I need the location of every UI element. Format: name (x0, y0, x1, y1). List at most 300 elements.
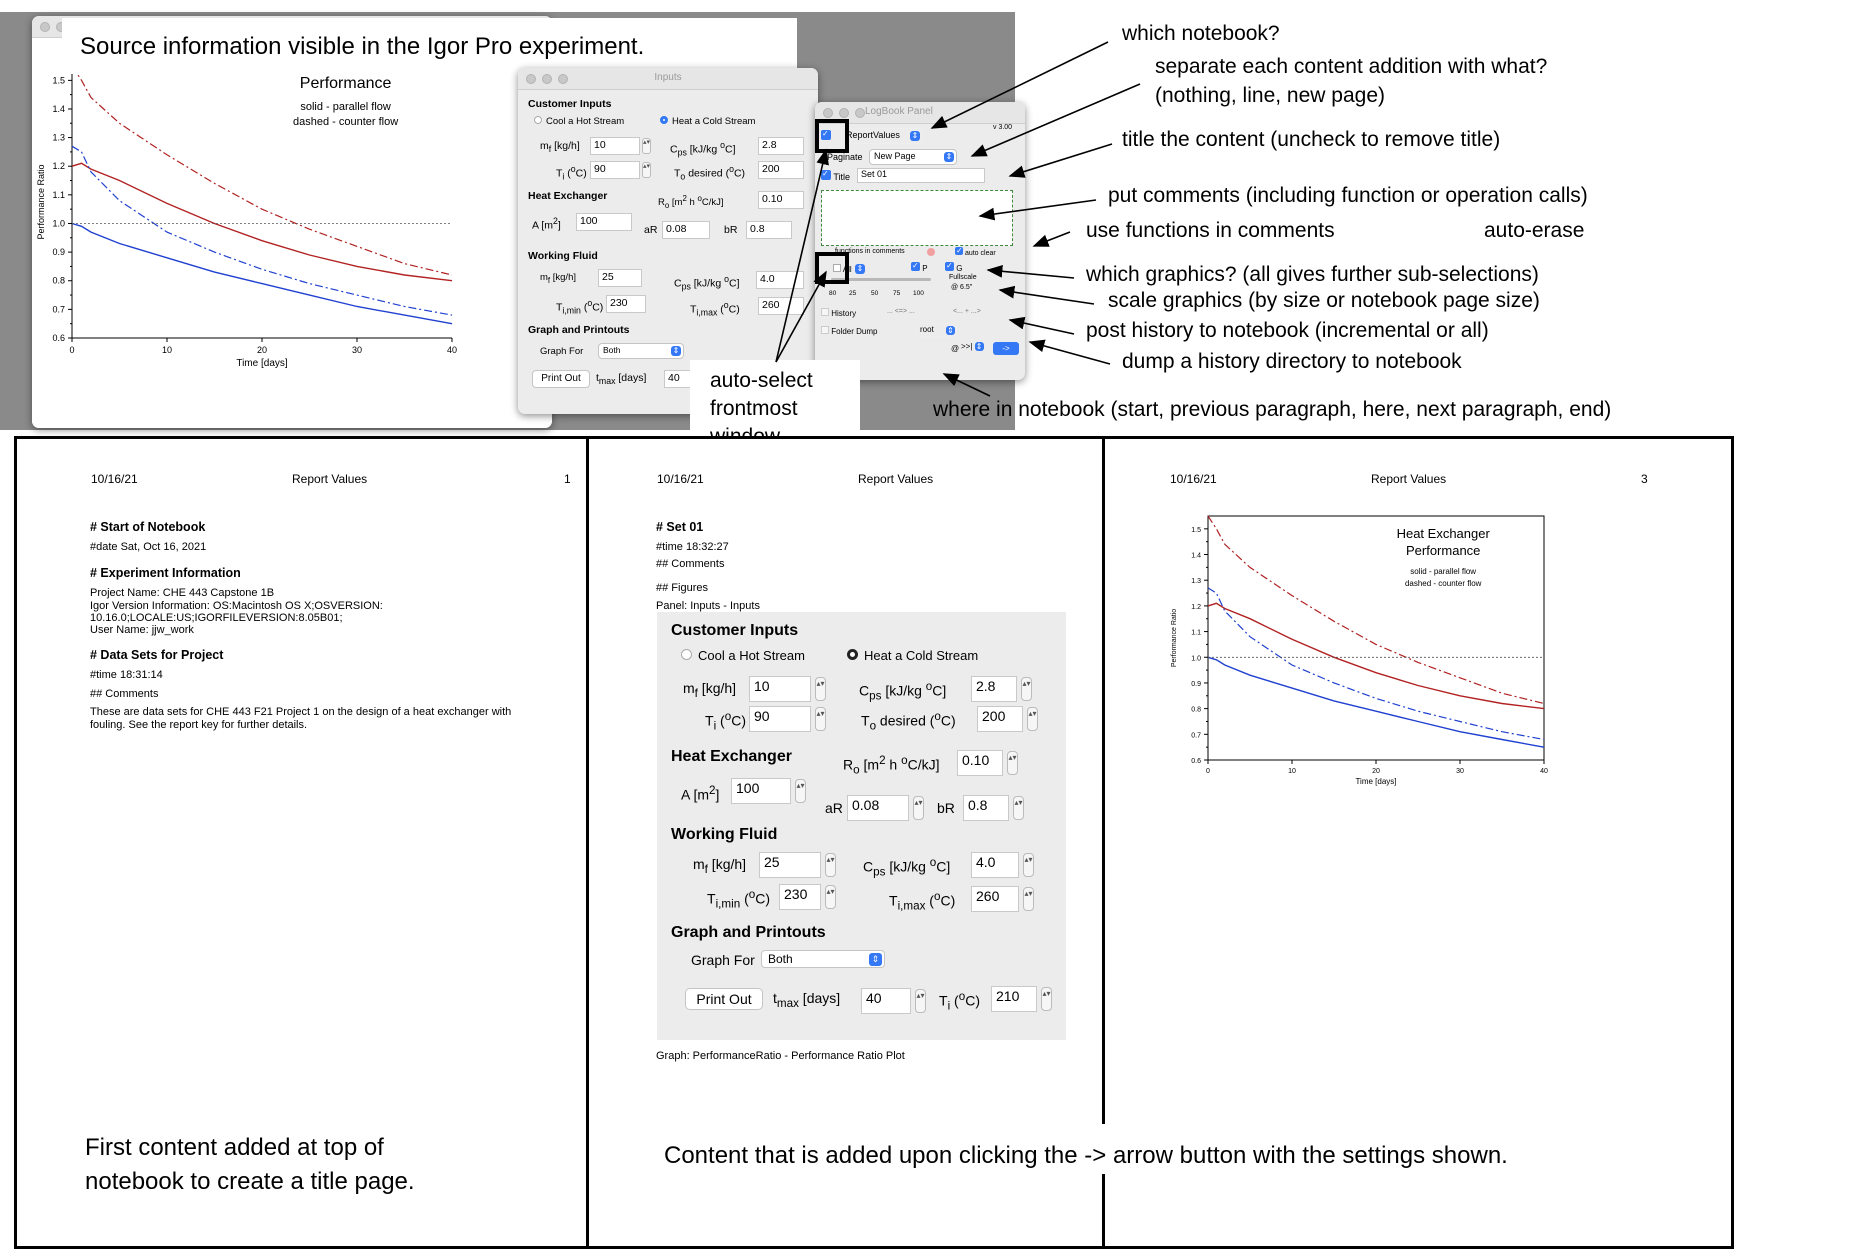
sq-sup: 2 (879, 754, 886, 767)
rpt-printout-button (685, 988, 763, 1010)
page1-igor-version-cont: 10.16.0;LOCALE:US;IGORFILEVERSION:8.05B01; (90, 612, 343, 624)
rpt-mf2-sym: m (693, 856, 705, 872)
rpt-timax-sub: i,max (897, 899, 926, 913)
y-axis-label: Performance Ratio (36, 164, 46, 240)
rpt-ti-label (705, 710, 746, 732)
rpt-mf-label (683, 680, 736, 700)
rpt-timax-sym: T (889, 892, 898, 909)
page1-heading-start: # Start of Notebook (90, 520, 206, 534)
area-sym: A [m (532, 219, 554, 232)
cps2-unit: [kJ/kg (690, 277, 725, 290)
timin-field[interactable]: 230 (606, 295, 646, 313)
y-tick-label: 0.9 (1191, 680, 1201, 688)
y-tick-label: 1.5 (1191, 526, 1201, 534)
sq-sup: 2 (553, 216, 558, 226)
tmax-field[interactable]: 40 (664, 370, 694, 388)
deg-sup: o (723, 300, 729, 310)
cps-unit: [kJ/kg (686, 143, 721, 156)
y-tick-label: 1.4 (52, 103, 65, 114)
annotation-history: post history to notebook (incremental or all) (1086, 319, 1489, 342)
rpt-gp-heading: Graph and Printouts (671, 924, 826, 941)
arrow-auto-select-1 (776, 150, 826, 362)
timax-sub: i,max (696, 307, 718, 318)
position-value: >>| (961, 342, 973, 351)
rpt-cps-unit: [kJ/kg (881, 682, 926, 699)
ti-sub: i (562, 171, 565, 182)
rpt-ro-unit2: h (885, 756, 902, 773)
slider-tick-3: 75 (893, 290, 901, 297)
graph-printouts-heading: Graph and Printouts (528, 324, 630, 336)
x-axis-label: Time [days] (236, 358, 288, 369)
rpt-timax-field: 260 (971, 886, 1019, 912)
slider-tick-4: 100 (913, 290, 924, 297)
annotation-where: where in notebook (start, previous paragraph, here, next paragraph, end) (933, 398, 1612, 421)
rpt-area-stepper: ▴▾ (795, 779, 806, 803)
go-button[interactable]: -> (993, 342, 1019, 355)
page1-header: Report Values (292, 472, 368, 486)
page1-heading-datasets: # Data Sets for Project (90, 648, 224, 662)
inputs-title: Inputs (654, 72, 682, 83)
rpt-area-sym: A [m (681, 786, 710, 803)
rpt-mf2-unit: [kg/h] (707, 856, 747, 872)
chart-title-line2: Performance (1405, 543, 1481, 558)
arrow-auto-select-2 (776, 272, 826, 362)
page1-date-line: #date Sat, Oct 16, 2021 (90, 541, 207, 553)
rpt-ar-stepper: ▴▾ (913, 796, 924, 820)
rpt-to-label (861, 710, 956, 732)
legend-counter: dashed - counter flow (293, 116, 399, 128)
folder-dump-label: Folder Dump (831, 327, 878, 336)
y-tick-label: 0.8 (1191, 706, 1201, 714)
legend-parallel: solid - parallel flow (300, 101, 391, 113)
rpt-cps-sym: C (859, 682, 870, 699)
rpt-to-sub: o (869, 719, 877, 733)
rpt-area-field: 100 (731, 778, 791, 804)
mf2-field[interactable]: 25 (598, 269, 642, 287)
y-tick-label: 1.3 (1191, 578, 1201, 586)
rpt-to-close: C) (940, 712, 956, 729)
area-field[interactable]: 100 (576, 213, 632, 231)
rpt-to-stepper: ▴▾ (1027, 707, 1038, 731)
deg-sup: o (697, 194, 702, 203)
auto-clear-label: auto clear (964, 250, 996, 257)
y-tick-label: 0.8 (52, 275, 65, 286)
rpt-cps-unit-end: C] (932, 682, 947, 699)
x-tick-label: 10 (161, 345, 173, 355)
deg-sup: o (901, 754, 908, 767)
rpt-timin-close: C) (755, 890, 771, 907)
slider-tick-2: 50 (871, 290, 879, 297)
x-tick-label: 20 (256, 345, 268, 355)
deg-sup: o (724, 710, 732, 723)
annotation-separate: separate each content addition with what? (1155, 55, 1548, 78)
rpt-mf2-stepper: ▴▾ (825, 853, 836, 877)
deg-sup: o (925, 680, 933, 693)
caption-top: Source information visible in the Igor Pro experiment. (80, 33, 645, 60)
chevron-updown-icon: ⇕ (947, 326, 954, 335)
rpt-cps2-stepper: ▴▾ (1023, 853, 1034, 877)
rpt-mf-sub: f (694, 686, 698, 700)
logbook-title: LogBook Panel (865, 106, 933, 117)
rpt-radio-heat-label: Heat a Cold Stream (864, 648, 979, 663)
rpt-mf-stepper: ▴▾ (815, 677, 826, 701)
x-tick-label: 40 (1540, 768, 1548, 775)
rpt-ti-close: C) (731, 712, 746, 729)
version-label: v 3.00 (993, 124, 1013, 131)
cps-unit-end: C] (724, 143, 736, 156)
arrow-separate (972, 84, 1140, 156)
rpt-ti-sub: i (713, 719, 717, 733)
page2-panel-image (657, 612, 1066, 1040)
radio-heat-label: Heat a Cold Stream (672, 116, 756, 127)
chart-title-line2: Performance (299, 75, 392, 92)
to-sub: o (680, 171, 686, 182)
ar-field[interactable]: 0.08 (662, 221, 710, 239)
rpt-timax-close: C) (940, 892, 956, 909)
page2-time: #time 18:32:27 (656, 541, 729, 553)
auto-select-line-2: frontmost (710, 397, 798, 420)
ro-sub: o (664, 201, 670, 211)
cps-sym: C (670, 143, 678, 156)
y-tick-label: 1.1 (52, 189, 65, 200)
rpt-mf-sym: m (683, 680, 695, 696)
area-close: ] (557, 219, 561, 232)
annotation-arrows (0, 0, 1850, 460)
timin-sym: T (556, 301, 563, 314)
chevron-updown-icon: ⇕ (672, 346, 680, 355)
cps2-sub: ps (681, 281, 691, 292)
rpt-ro-label (843, 754, 940, 776)
ro-field[interactable]: 0.10 (758, 191, 804, 209)
ro-unit3: C/kJ] (701, 197, 724, 209)
sq-sup: 2 (682, 194, 687, 203)
rpt-graphfor-value: Both (768, 952, 793, 966)
to-unit: desired ( (685, 167, 730, 180)
y-tick-label: 1.0 (1191, 655, 1201, 663)
paginate-value: New Page (874, 151, 916, 161)
radio-on-icon (847, 649, 858, 660)
page3-number: 3 (1641, 472, 1648, 486)
rpt-tmax-unit: [days] (798, 990, 841, 1006)
ro-sym: R (658, 197, 665, 209)
annotation-separate-options: (nothing, line, new page) (1155, 84, 1385, 107)
rpt-timax-stepper: ▴▾ (1023, 887, 1034, 911)
timax-field[interactable]: 260 (758, 297, 804, 315)
page1-paragraph-2: fouling. See the report key for further details. (90, 719, 308, 731)
rpt-to-field: 200 (977, 706, 1023, 732)
page2-date: 10/16/21 (657, 472, 704, 486)
rpt-cps2-label (863, 856, 950, 878)
all-select-icon[interactable]: ⇕ (856, 264, 864, 273)
series-line (1208, 603, 1544, 708)
history-options-2[interactable]: <... + ...> (953, 308, 981, 315)
all-label: All (842, 265, 852, 274)
rpt-timin-label (707, 888, 770, 910)
ti-stepper[interactable]: ▴▾ (642, 162, 651, 178)
rpt-printout-label: Print Out (696, 991, 752, 1007)
rpt-ro-stepper: ▴▾ (1007, 751, 1018, 775)
page3-date: 10/16/21 (1170, 472, 1217, 486)
tmax-unit: [days] (615, 372, 647, 384)
x-tick-label: 10 (1288, 768, 1296, 775)
rpt-area-label (681, 784, 719, 803)
br-field[interactable]: 0.8 (746, 221, 792, 239)
page3-chart (1164, 506, 1564, 816)
notebook-value: ReportValues (846, 130, 900, 140)
rpt-mf2-sub: f (704, 862, 708, 876)
page1-date: 10/16/21 (91, 472, 138, 486)
to-sym: T (674, 167, 681, 180)
arrow-graphics (988, 270, 1074, 278)
to-field[interactable]: 200 (758, 161, 804, 179)
cps2-field[interactable]: 4.0 (756, 271, 804, 289)
rpt-tmax-field: 40 (861, 988, 911, 1014)
rpt-graphfor-select (761, 950, 885, 968)
rpt-customer-heading: Customer Inputs (671, 622, 799, 639)
rpt-timin-field: 230 (779, 884, 821, 910)
rpt-to-unit: desired ( (876, 712, 935, 729)
annotation-dump: dump a history directory to notebook (1122, 350, 1462, 373)
y-tick-label: 1.0 (52, 218, 65, 229)
rpt-cps-label (859, 680, 946, 702)
rpt-mf-unit: [kg/h] (697, 680, 737, 696)
arrow-functions (1034, 232, 1070, 246)
rpt-ti2-close: C) (965, 992, 980, 1009)
cps-field[interactable]: 2.8 (758, 137, 804, 155)
deg-sup: o (958, 990, 966, 1003)
rpt-timin-sym: T (707, 890, 716, 907)
title-field[interactable]: Set 01 (857, 168, 985, 183)
rpt-ro-sym: R (843, 756, 854, 773)
page2-heading-set: # Set 01 (656, 520, 704, 534)
page2-panel-caption: Panel: Inputs - Inputs (656, 600, 760, 612)
x-tick-label: 0 (1206, 768, 1210, 775)
rpt-tmax-sub: max (776, 996, 799, 1010)
rpt-cps2-unit: [kJ/kg (885, 858, 930, 875)
rpt-ti2-unit: ( (950, 992, 959, 1009)
ti-unit: ( (564, 167, 571, 180)
arrow-which-notebook (932, 42, 1108, 128)
arrow-dump (1030, 342, 1110, 364)
deg-sup: o (587, 298, 593, 308)
cps2-sym: C (674, 277, 682, 290)
rpt-wf-heading: Working Fluid (671, 826, 778, 843)
timin-unit: ( (580, 301, 588, 314)
tmax-sym: t (596, 372, 599, 384)
page1-footer-1: First content added at top of (85, 1134, 384, 1161)
x-tick-label: 20 (1372, 768, 1380, 775)
rpt-tmax-label (773, 990, 840, 1010)
y-tick-label: 1.1 (1191, 629, 1201, 637)
mf-unit: [kg/h] (551, 140, 580, 152)
series-line (1208, 516, 1544, 704)
history-label: History (831, 309, 857, 318)
arrow-where (944, 374, 990, 396)
arrow-history (1010, 320, 1074, 334)
rpt-ti2-field: 210 (991, 986, 1037, 1012)
rpt-ti-unit: ( (716, 712, 725, 729)
mf-sym: m (540, 140, 549, 152)
timax-close: C) (728, 303, 740, 316)
chevron-updown-icon: ⇕ (975, 342, 983, 351)
cps2-unit-end: C] (728, 277, 740, 290)
footer-mid: Content that is added upon clicking the -> arrow button with the settings shown. (664, 1142, 1508, 1169)
rpt-cps2-unit-end: C] (936, 858, 951, 875)
rpt-cps-sub: ps (869, 689, 882, 703)
page1-number: 1 (564, 472, 571, 486)
annotation-title: title the content (uncheck to remove title) (1122, 128, 1501, 151)
rpt-ti-stepper: ▴▾ (815, 707, 826, 731)
y-tick-label: 1.3 (52, 132, 65, 143)
y-tick-label: 0.6 (52, 333, 65, 343)
graph-for-value: Both (603, 345, 621, 355)
rpt-ti2-sub: i (947, 999, 951, 1013)
rpt-timax-unit: ( (925, 892, 934, 909)
rpt-cps-field: 2.8 (971, 676, 1017, 702)
g-label: G (956, 264, 963, 273)
rpt-area-close: ] (715, 786, 720, 803)
mf2-sym: m (540, 272, 548, 283)
auto-select-line-1: auto-select (710, 369, 813, 392)
page2-comments: ## Comments (656, 558, 725, 570)
annotation-which-notebook: which notebook? (1122, 22, 1280, 45)
rpt-br-stepper: ▴▾ (1013, 796, 1024, 820)
page2-header: Report Values (858, 472, 934, 486)
deg-sup: o (929, 856, 937, 869)
page2-graph-caption: Graph: PerformanceRatio - Performance Ratio Plot (656, 1050, 905, 1062)
deg-sup: o (724, 274, 729, 284)
customer-inputs-heading: Customer Inputs (528, 98, 612, 110)
mf2-unit: [kg/h] (550, 272, 576, 283)
rpt-mf2-label (693, 856, 746, 876)
br-label: bR (724, 224, 738, 236)
mf-stepper[interactable]: ▴▾ (642, 138, 651, 154)
chevron-updown-icon: ⇕ (869, 953, 882, 966)
cps-sub: ps (677, 147, 687, 158)
legend-parallel: solid - parallel flow (1410, 567, 1477, 576)
rpt-mf-field: 10 (749, 676, 811, 702)
working-fluid-heading: Working Fluid (528, 250, 598, 262)
rpt-timin-unit: ( (740, 890, 749, 907)
scale-label: @ 6.5" (951, 284, 973, 291)
page1-time: #time 18:31:14 (90, 669, 163, 681)
page1-heading-experiment: # Experiment Information (90, 566, 241, 580)
annotation-comments: put comments (including function or operation calls) (1108, 184, 1588, 207)
deg-sup: o (720, 140, 725, 150)
ti-unit-end: C) (575, 167, 587, 180)
page1-igor-version: Igor Version Information: OS:Macintosh OS X;OSVERSION: (90, 600, 383, 612)
rpt-cps2-sub: ps (873, 865, 886, 879)
radio-off-icon (681, 649, 692, 660)
chevron-updown-icon: ⇕ (911, 131, 919, 140)
rpt-ar-label: aR (825, 800, 843, 816)
page1-project-name: Project Name: CHE 443 Capstone 1B (90, 587, 275, 599)
notebook-page-1 (14, 436, 589, 1249)
y-tick-label: 0.6 (1191, 758, 1201, 765)
tmax-sub: max (598, 376, 616, 387)
page1-footer-2: notebook to create a title page. (85, 1168, 415, 1195)
x-tick-label: 30 (1456, 768, 1464, 775)
rpt-graphfor-label: Graph For (691, 952, 755, 968)
rpt-ti2-label (939, 990, 980, 1012)
x-axis-label: Time [days] (1355, 777, 1397, 786)
legend-counter: dashed - counter flow (1404, 579, 1482, 588)
rpt-hx-heading: Heat Exchanger (671, 748, 792, 765)
ar-label: aR (644, 224, 658, 236)
rpt-cps2-sym: C (863, 858, 874, 875)
y-tick-label: 1.2 (52, 161, 65, 172)
ro-unit1: [m (669, 197, 683, 209)
heat-exchanger-heading: Heat Exchanger (528, 190, 608, 202)
rpt-timax-label (889, 890, 955, 912)
timin-sub: i,min (562, 305, 581, 316)
rpt-cps2-field: 4.0 (971, 852, 1019, 878)
deg-sup: o (729, 164, 734, 174)
rpt-ro-unit3: C/kJ] (907, 756, 940, 773)
rpt-tmax-sym: t (773, 990, 777, 1006)
y-tick-label: 1.4 (1191, 552, 1201, 560)
rpt-cps-stepper: ▴▾ (1021, 677, 1032, 701)
page2-figures: ## Figures (656, 582, 708, 594)
chevron-updown-icon: ⇕ (945, 152, 953, 161)
annotation-functions: use functions in comments (1086, 219, 1335, 242)
deg-sup: o (933, 890, 941, 903)
slider-tick-1: 25 (849, 290, 857, 297)
x-tick-label: 30 (351, 345, 363, 355)
timax-sym: T (690, 303, 697, 316)
print-out-label: Print Out (541, 373, 581, 384)
to-unit-end: C) (733, 167, 746, 180)
y-axis-label: Performance Ratio (1171, 608, 1178, 668)
ti-field[interactable]: 90 (590, 161, 640, 179)
folder-value: root (920, 325, 934, 334)
plot-frame (1208, 516, 1544, 760)
rpt-mf2-field: 25 (759, 852, 821, 878)
y-tick-label: 0.7 (52, 304, 65, 315)
slider-tick-0: 80 (829, 290, 837, 297)
page3-header: Report Values (1371, 472, 1447, 486)
at-label: @ (951, 344, 960, 353)
rpt-radio-heat (847, 648, 978, 663)
ti-sym: T (556, 167, 563, 180)
page1-paragraph-1: These are data sets for CHE 443 F21 Project 1 on the design of a heat exchanger with (90, 706, 512, 718)
rpt-timin-sub: i,min (715, 897, 741, 911)
rpt-tmax-stepper: ▴▾ (915, 989, 926, 1013)
rpt-radio-cool (681, 648, 805, 663)
y-tick-label: 1.5 (52, 75, 65, 86)
functions-in-comments-label: functions in comments (835, 248, 905, 255)
arrow-scale (1000, 290, 1094, 304)
mf-field[interactable]: 10 (590, 137, 640, 155)
rpt-ro-field: 0.10 (957, 750, 1003, 776)
x-tick-label: 40 (446, 345, 458, 355)
y-tick-label: 0.7 (1191, 732, 1201, 740)
ro-unit2: h (686, 197, 698, 209)
radio-cool-label: Cool a Hot Stream (546, 116, 625, 127)
rpt-ro-unit1: [m (859, 756, 880, 773)
arrow-comments (980, 200, 1096, 216)
y-tick-label: 1.2 (1191, 603, 1201, 611)
deg-sup: o (934, 710, 941, 723)
mf2-sub: f (547, 275, 551, 285)
rpt-timin-stepper: ▴▾ (825, 885, 836, 909)
page1-comments: ## Comments (90, 688, 159, 700)
title-checkbox-label: Title (833, 172, 851, 182)
rpt-ar-field: 0.08 (847, 795, 909, 821)
timin-close: C) (592, 301, 604, 314)
history-options[interactable]: ... <=> ... (887, 308, 915, 315)
deg-sup: o (570, 164, 576, 174)
